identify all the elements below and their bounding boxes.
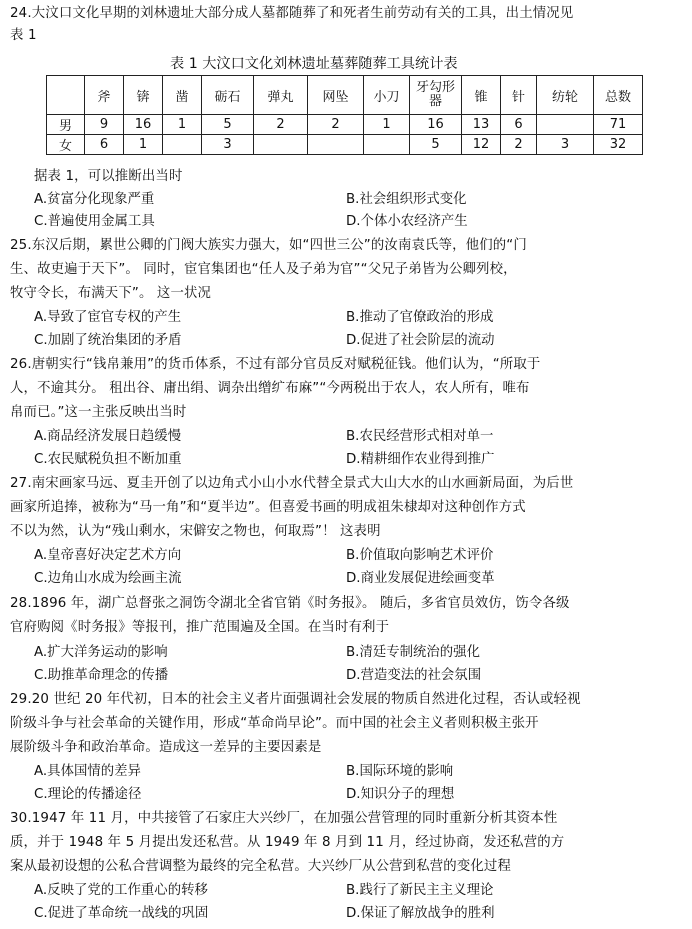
q30-stem-line-3: 案从最初设想的公私合营调整为最终的完全私营。大兴纱厂从公营到私营的变化过程 bbox=[10, 859, 512, 874]
table-cell: 1 bbox=[124, 135, 163, 155]
q25-option-b[interactable]: B.推动了官僚政治的形成 bbox=[346, 310, 494, 325]
q30-stem-line-2: 质，并于 1948 年 5 月提出发还私营。从 1949 年 8 月到 11 月，经过协商，发还私营的方 bbox=[10, 835, 565, 850]
q24-option-b[interactable]: B.社会组织形式变化 bbox=[346, 192, 467, 207]
table-caption: 表 1 大汶口文化刘林遗址墓葬随葬工具统计表 bbox=[170, 56, 458, 72]
q25-option-a[interactable]: A.导致了宦官专权的产生 bbox=[34, 310, 182, 325]
q27-option-b[interactable]: B.价值取向影响艺术评价 bbox=[346, 548, 494, 563]
table-cell bbox=[364, 135, 410, 155]
q26-option-d[interactable]: D.精耕细作农业得到推广 bbox=[346, 452, 495, 467]
header-cell bbox=[47, 76, 85, 115]
q26-option-c[interactable]: C.农民赋税负担不断加重 bbox=[34, 452, 182, 467]
table-cell: 5 bbox=[202, 115, 254, 135]
table-cell: 71 bbox=[594, 115, 643, 135]
q26-option-a[interactable]: A.商品经济发展日趋缓慢 bbox=[34, 429, 182, 444]
q28-option-a[interactable]: A.扩大洋务运动的影响 bbox=[34, 645, 168, 660]
table-cell bbox=[163, 135, 202, 155]
table-cell: 2 bbox=[501, 135, 537, 155]
q27-option-a[interactable]: A.皇帝喜好决定艺术方向 bbox=[34, 548, 182, 563]
q30-option-b[interactable]: B.践行了新民主主义理论 bbox=[346, 883, 494, 898]
burial-tools-table bbox=[46, 75, 643, 155]
q28-option-d[interactable]: D.营造变法的社会氛围 bbox=[346, 668, 482, 683]
table-cell: 6 bbox=[501, 115, 537, 135]
header-cell: 网坠 bbox=[308, 76, 364, 115]
table-cell: 13 bbox=[462, 115, 501, 135]
table-cell: 9 bbox=[85, 115, 124, 135]
q25-option-d[interactable]: D.促进了社会阶层的流动 bbox=[346, 333, 495, 348]
q28-stem-line-1: 28.1896 年，湖广总督张之洞饬令湖北全省官销《时务报》。 随后，多省官员效仿，饬令各级 bbox=[10, 596, 570, 611]
q29-option-d[interactable]: D.知识分子的理想 bbox=[346, 787, 455, 802]
header-cell: 纺轮 bbox=[537, 76, 594, 115]
table-cell: 12 bbox=[462, 135, 501, 155]
table-cell: 男 bbox=[47, 115, 85, 135]
q30-option-d[interactable]: D.保证了解放战争的胜利 bbox=[346, 906, 495, 921]
table-row-male bbox=[47, 115, 643, 135]
table-cell bbox=[537, 115, 594, 135]
q24-prompt: 据表 1，可以推断出当时 bbox=[34, 169, 183, 184]
q29-option-b[interactable]: B.国际环境的影响 bbox=[346, 764, 454, 779]
header-cell: 小刀 bbox=[364, 76, 410, 115]
q27-stem-line-1: 27.南宋画家马远、夏圭开创了以边角式小山小水代替全景式大山大水的山水画新局面，为后世 bbox=[10, 476, 574, 491]
q29-option-a[interactable]: A.具体国情的差异 bbox=[34, 764, 141, 779]
q30-option-a[interactable]: A.反映了党的工作重心的转移 bbox=[34, 883, 208, 898]
header-cell: 凿 bbox=[163, 76, 202, 115]
table-cell: 2 bbox=[308, 115, 364, 135]
q25-stem-line-1: 25.东汉后期，累世公卿的门阀大族实力强大，如“四世三公”的汝南袁氏等，他们的“门 bbox=[10, 238, 527, 253]
q30-stem-line-1: 30.1947 年 11 月，中共接管了石家庄大兴纱厂，在加强公营管理的同时重新分析其资本性 bbox=[10, 811, 558, 826]
table-cell: 16 bbox=[410, 115, 462, 135]
q28-option-b[interactable]: B.清廷专制统治的强化 bbox=[346, 645, 480, 660]
header-cell: 总数 bbox=[594, 76, 643, 115]
table-cell: 16 bbox=[124, 115, 163, 135]
table-cell: 3 bbox=[202, 135, 254, 155]
q29-option-c[interactable]: C.理论的传播途径 bbox=[34, 787, 142, 802]
q28-stem-line-2: 官府购阅《时务报》等报刊，推广范围遍及全国。在当时有利于 bbox=[10, 620, 390, 635]
table-cell bbox=[308, 135, 364, 155]
table-cell: 1 bbox=[163, 115, 202, 135]
q25-option-c[interactable]: C.加剧了统治集团的矛盾 bbox=[34, 333, 182, 348]
q25-stem-line-2: 生、故吏遍于天下”。 同时，宦官集团也“任人及子弟为官”“父兄子弟皆为公卿列校， bbox=[10, 262, 517, 277]
q26-option-b[interactable]: B.农民经营形式相对单一 bbox=[346, 429, 494, 444]
table-cell: 6 bbox=[85, 135, 124, 155]
q26-stem-line-2: 人，不逾其分。 租出谷、庸出绢、调杂出缯纩布麻”“今两税出于农人，农人所有，唯布 bbox=[10, 381, 530, 396]
header-cell: 弹丸 bbox=[254, 76, 308, 115]
q27-stem-line-3: 不以为然，认为“残山剩水，宋僻安之物也，何取焉”！ 这表明 bbox=[10, 524, 381, 539]
q28-option-c[interactable]: C.助推革命理念的传播 bbox=[34, 668, 169, 683]
table-cell: 3 bbox=[537, 135, 594, 155]
table-header-row bbox=[47, 76, 643, 115]
q24-stem-line-1: 24.大汶口文化早期的刘林遗址大部分成人墓都随葬了和死者生前劳动有关的工具，出土情况见 bbox=[10, 6, 574, 21]
q27-option-d[interactable]: D.商业发展促进绘画变革 bbox=[346, 571, 495, 586]
q24-option-d[interactable]: D.个体小农经济产生 bbox=[346, 214, 468, 229]
header-cell: 锛 bbox=[124, 76, 163, 115]
table-cell: 女 bbox=[47, 135, 85, 155]
header-cell: 针 bbox=[501, 76, 537, 115]
table-cell: 1 bbox=[364, 115, 410, 135]
q29-stem-line-3: 展阶级斗争和政治革命。造成这一差异的主要因素是 bbox=[10, 740, 322, 755]
header-cell: 牙勾形器 bbox=[410, 76, 462, 115]
header-cell: 砺石 bbox=[202, 76, 254, 115]
q24-option-c[interactable]: C.普遍使用金属工具 bbox=[34, 214, 155, 229]
table-cell bbox=[254, 135, 308, 155]
q29-stem-line-2: 阶级斗争与社会革命的关键作用，形成“革命尚早论”。而中国的社会主义者则积极主张开 bbox=[10, 716, 539, 731]
header-cell: 斧 bbox=[85, 76, 124, 115]
q26-stem-line-1: 26.唐朝实行“钱帛兼用”的货币体系，不过有部分官员反对赋税征钱。他们认为，“所取于 bbox=[10, 357, 541, 372]
header-cell: 锥 bbox=[462, 76, 501, 115]
q26-stem-line-3: 帛而已。”这一主张反映出当时 bbox=[10, 405, 187, 420]
table-cell: 32 bbox=[594, 135, 643, 155]
table-row-female bbox=[47, 135, 643, 155]
q30-option-c[interactable]: C.促进了革命统一战线的巩固 bbox=[34, 906, 209, 921]
q24-stem-line-2: 表 1 bbox=[10, 28, 37, 43]
q27-stem-line-2: 画家所追捧，被称为“马一角”和“夏半边”。但喜爱书画的明成祖朱棣却对这种创作方式 bbox=[10, 500, 526, 515]
q24-option-a[interactable]: A.贫富分化现象严重 bbox=[34, 192, 155, 207]
q27-option-c[interactable]: C.边角山水成为绘画主流 bbox=[34, 571, 182, 586]
table-cell: 5 bbox=[410, 135, 462, 155]
table-cell: 2 bbox=[254, 115, 308, 135]
q25-stem-line-3: 牧守令长，布满天下”。 这一状况 bbox=[10, 286, 212, 301]
q29-stem-line-1: 29.20 世纪 20 年代初，日本的社会主义者片面强调社会发展的物质自然进化过程，否认或轻视 bbox=[10, 692, 581, 707]
